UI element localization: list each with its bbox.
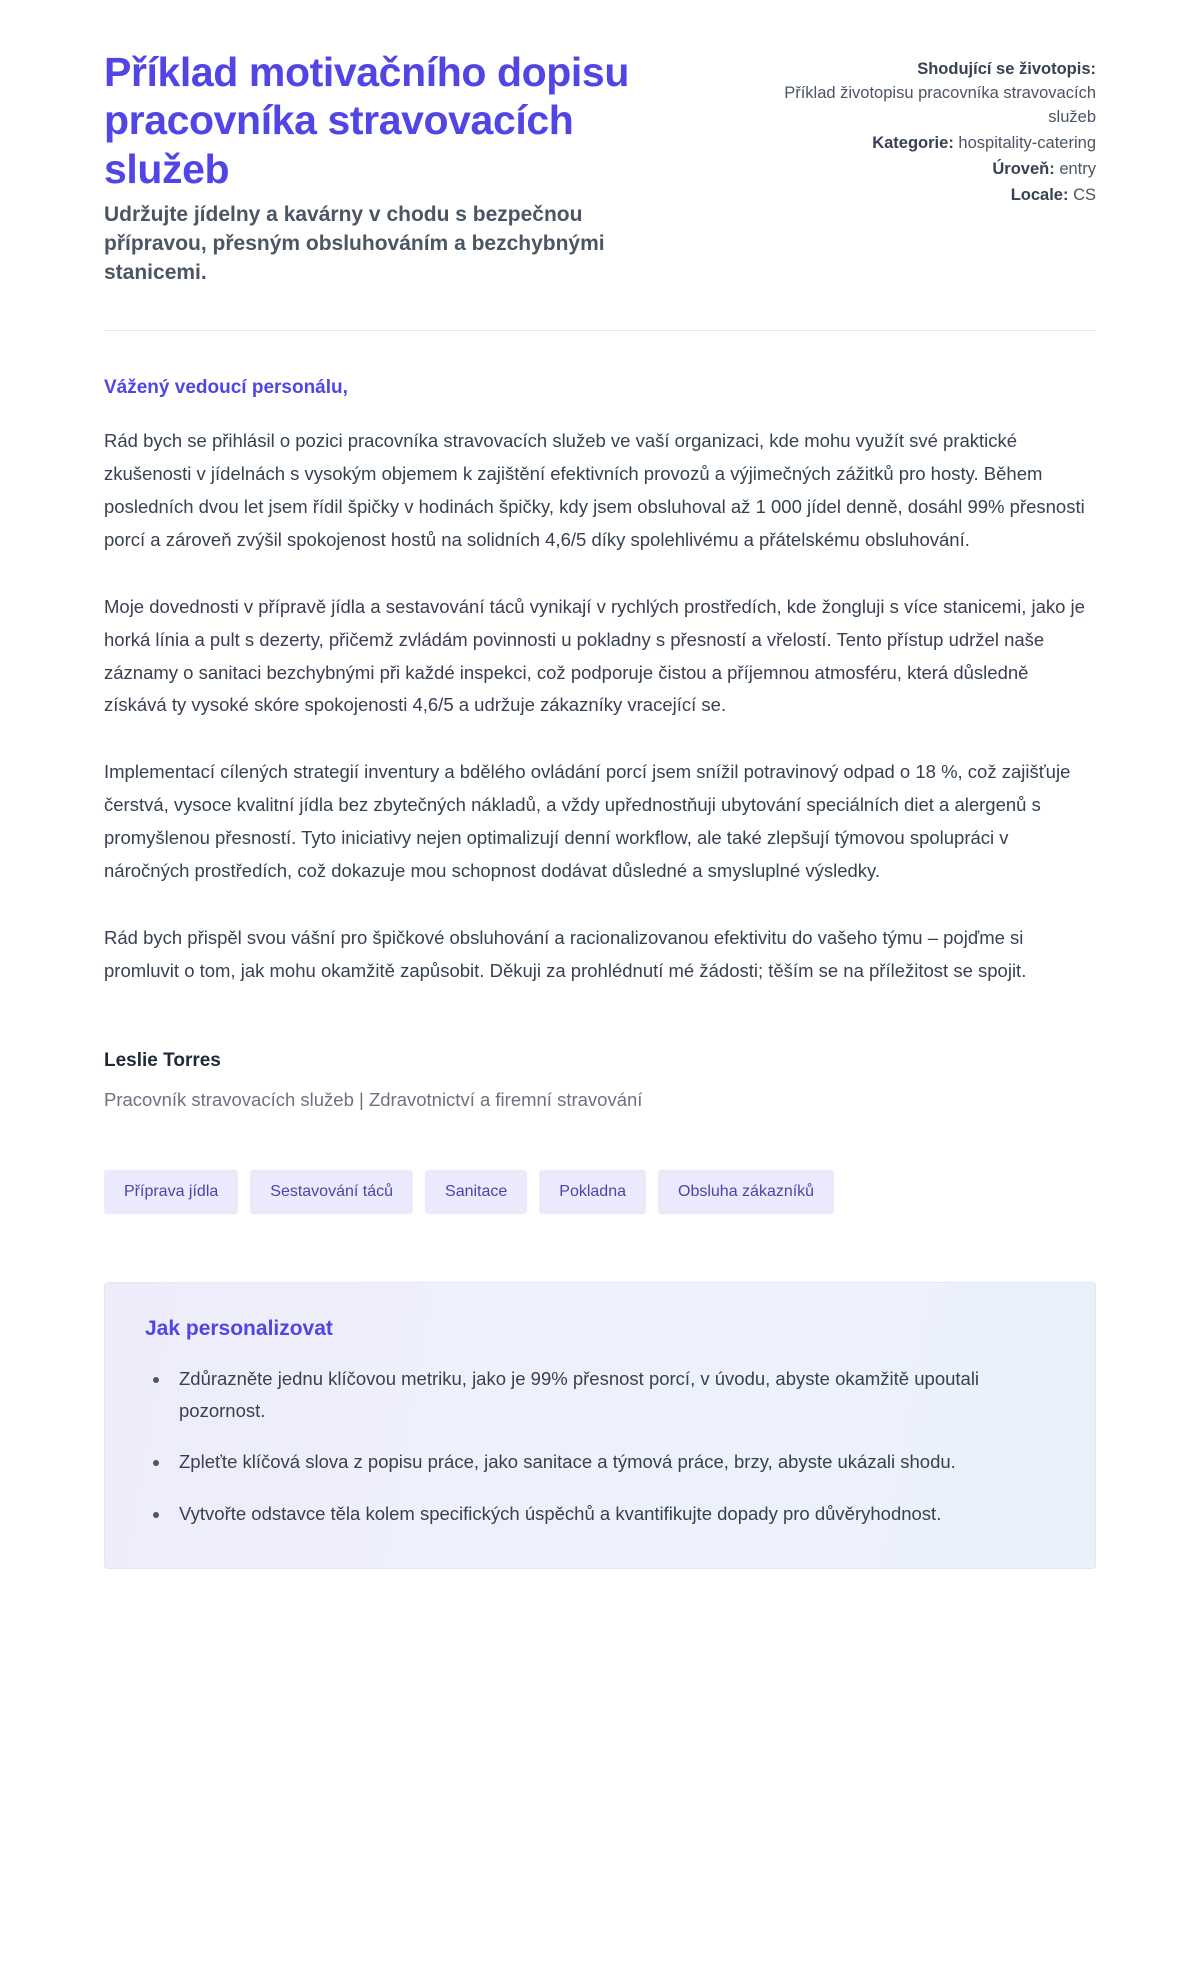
meta-matching-resume	[776, 58, 1096, 130]
header-title-block	[104, 48, 704, 288]
skill-tag[interactable]: Příprava jídla	[104, 1170, 238, 1214]
meta-matching-resume-value: Příklad životopisu pracovníka stravovacích služeb	[784, 83, 1096, 126]
page-header	[104, 48, 1096, 288]
page-subtitle: Udržujte jídelny a kavárny v chodu s bezpečnou přípravou, přesným obsluhováním a bezchybnými stanicemi.	[104, 203, 605, 285]
letter-paragraph: Moje dovednosti v přípravě jídla a sestavování táců vynikají v rychlých prostředích, kde žongluji s více stanicemi, jako je horká línia a pult s dezerty, přičemž zvládám povinnosti u pokladny s přesností a vřelostí. Tento přístup udržel naše záznamy o sanitaci bezchybnými při každé inspekci, což podporuje čistou a příjemnou atmosféru, která důsledně získává ty vysoké skóre spokojenosti 4,6/5 a udržuje zákazníky vracející se.	[104, 595, 1085, 716]
meta-category-value: hospitality-catering	[958, 133, 1096, 152]
personalization-callout	[104, 1282, 1096, 1569]
letter-paragraph: Implementací cílených strategií inventury a bdělého ovládání porcí jsem snížil potravinový odpad o 18 %, což zajišťuje čerstvá, vysoce kvalitní jídla bez zbytečných nákladů, a vždy upřednostňuji ubytování speciálních diet a alergenů s promyšlenou přesností. Tyto iniciativy nejen optimalizují denní workflow, ale také zlepšují týmovou spolupráci v náročných prostředích, což dokazuje mou schopnost dodávat důsledné a smysluplné výsledky.	[104, 761, 1071, 882]
meta-locale-value: CS	[1073, 185, 1096, 204]
meta-level-label: Úroveň:	[992, 159, 1055, 178]
skill-tag-list	[104, 1170, 1096, 1214]
letter-paragraph: Rád bych přispěl svou vášní pro špičkové obsluhování a racionalizovanou efektivitu do vašeho týmu – pojďme si promluvit o tom, jak mohu okamžitě zapůsobit. Děkuji za prohlédnutí mé žádosti; těším se na příležitost se spojit.	[104, 927, 1027, 982]
meta-locale	[776, 184, 1096, 208]
skill-tag[interactable]: Obsluha zákazníků	[658, 1170, 834, 1214]
callout-tip-item: • Zpleťte klíčová slova z popisu práce, jako sanitace a týmová práce, brzy, abyste ukázali shodu.	[171, 1446, 1055, 1478]
letter-paragraph: Rád bych se přihlásil o pozici pracovníka stravovacích služeb ve vaší organizaci, kde mohu využít své praktické zkušenosti v jídelnách s vysokým objemem k zajištění efektivních provozů a výjimečných zážitků pro hosty. Během posledních dvou let jsem řídil špičky v hodinách špičky, kdy jsem obsluhoval až 1 000 jídel denně, dosáhl 99% přesnosti porcí a zároveň zvýšil spokojenost hostů na solidních 4,6/5 díky spolehlivému a přátelskému obsluhování.	[104, 430, 1085, 550]
meta-level	[776, 158, 1096, 182]
skill-tag[interactable]: Sestavování táců	[250, 1170, 413, 1214]
meta-category-label: Kategorie:	[872, 133, 954, 152]
callout-tip-list	[145, 1363, 1055, 1530]
letter-body	[104, 331, 1096, 988]
meta-locale-label: Locale:	[1010, 185, 1069, 204]
skill-tag[interactable]: Sanitace	[425, 1170, 527, 1214]
document-metadata	[776, 48, 1096, 208]
callout-title: Jak personalizovat	[145, 1316, 333, 1340]
signature-block	[104, 1050, 1096, 1114]
callout-tip-item: • Vytvořte odstavce těla kolem specifických úspěchů a kvantifikujte dopady pro důvěryhodnost.	[171, 1498, 1055, 1530]
meta-category	[776, 132, 1096, 156]
callout-tip-item: • Zdůrazněte jednu klíčovou metriku, jako je 99% přesnost porcí, v úvodu, abyste okamžitě upoutali pozornost.	[171, 1363, 1055, 1427]
meta-level-value: entry	[1059, 159, 1096, 178]
signature-role: Pracovník stravovacích služeb | Zdravotnictví a firemní stravování	[104, 1088, 643, 1110]
letter-salutation: Vážený vedoucí personálu,	[104, 377, 348, 399]
signature-name: Leslie Torres	[104, 1049, 221, 1071]
meta-matching-resume-label: Shodující se životopis:	[917, 60, 1096, 78]
page-title: Příklad motivačního dopisu pracovníka stravovacích služeb	[104, 49, 629, 192]
skill-tag[interactable]: Pokladna	[539, 1170, 646, 1214]
